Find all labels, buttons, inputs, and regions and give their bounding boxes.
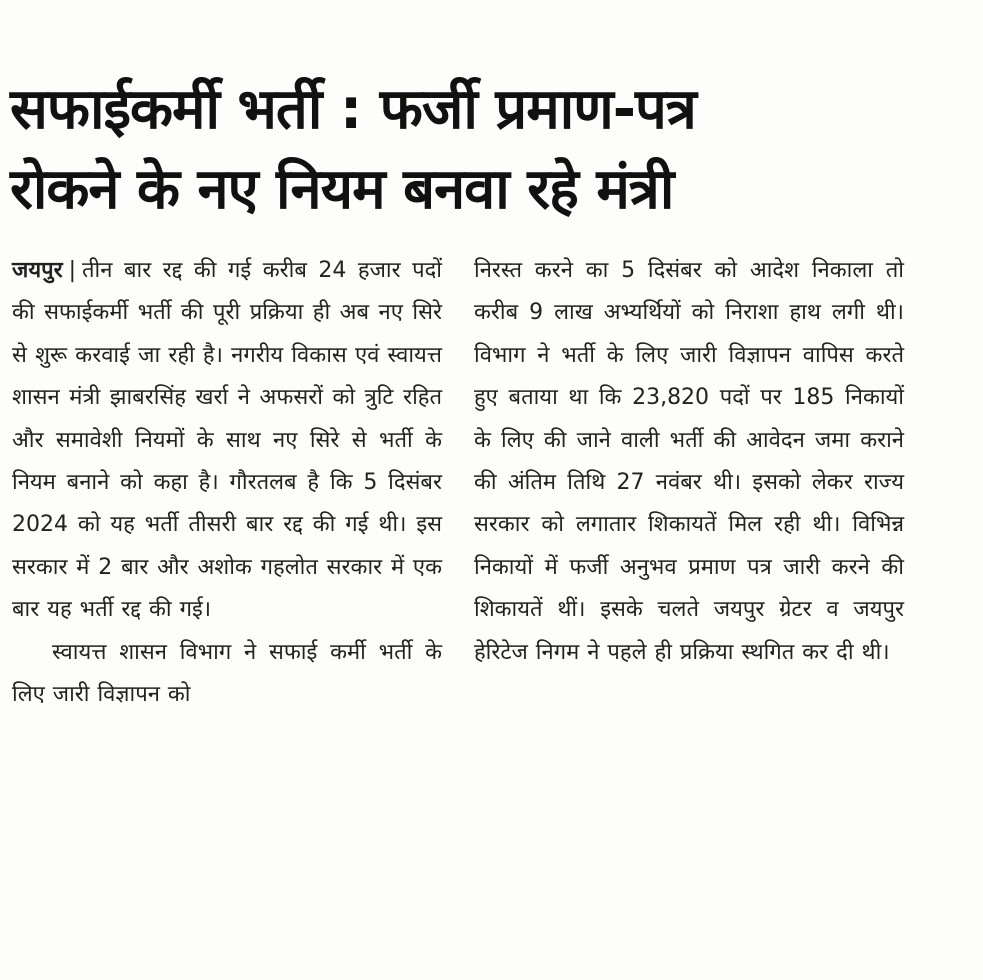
- article-paragraph: स्वायत्त शासन विभाग ने सफाई कर्मी भर्ती के लिए जारी विज्ञापन को: [12, 639, 442, 708]
- headline: [10, 70, 970, 230]
- article-column-left: [12, 250, 442, 716]
- article-paragraph: निरस्त करने का 5 दिसंबर को आदेश निकाला तो करीब 9 लाख अभ्यर्थियों को निराशा हाथ लगी थी। विभाग ने भर्ती के लिए जारी विज्ञापन वापिस करते हुए बताया था कि 23,820 पदों पर 185 निकायों के लिए की जाने वाली भर्ती की आवेदन जमा कराने की अंतिम तिथि 27 नवंबर थी। इसको लेकर राज्य सरकार को लगातार शिकायतें मिल रही थी। विभिन्न निकायों में फर्जी अनुभव प्रमाण पत्र जारी करने की शिकायतें थीं। इसके चलते जयपुर ग्रेटर व जयपुर हेरिटेज निगम ने पहले ही प्रक्रिया स्थगित कर दी थी।: [474, 258, 904, 665]
- article-paragraph: [12, 250, 442, 632]
- paragraph-text: तीन बार रद्द की गई करीब 24 हजार पदों की सफाईकर्मी भर्ती की पूरी प्रक्रिया ही अब नए सिरे से शुरू करवाई जा रही है। नगरीय विकास एवं स्वायत्त शासन मंत्री झाबरसिंह खर्रा ने अफसरों को त्रुटि रहित और समावेशी नियमों के साथ नए सिरे से भर्ती के नियम बनाने को कहा है। गौरतलब है कि 5 दिसंबर 2024 को यह भर्ती तीसरी बार रद्द की गई थी। इस सरकार में 2 बार और अशोक गहलोत सरकार में एक बार यह भर्ती रद्द की गई।: [12, 258, 442, 623]
- dateline: जयपुर: [12, 258, 63, 283]
- dateline-separator: |: [68, 258, 77, 283]
- headline-line-2: रोकने के नए नियम बनवा रहे मंत्री: [10, 157, 674, 222]
- article-column-right: [474, 250, 904, 674]
- headline-line-1: सफाईकर्मी भर्ती : फर्जी प्रमाण-पत्र: [10, 77, 696, 142]
